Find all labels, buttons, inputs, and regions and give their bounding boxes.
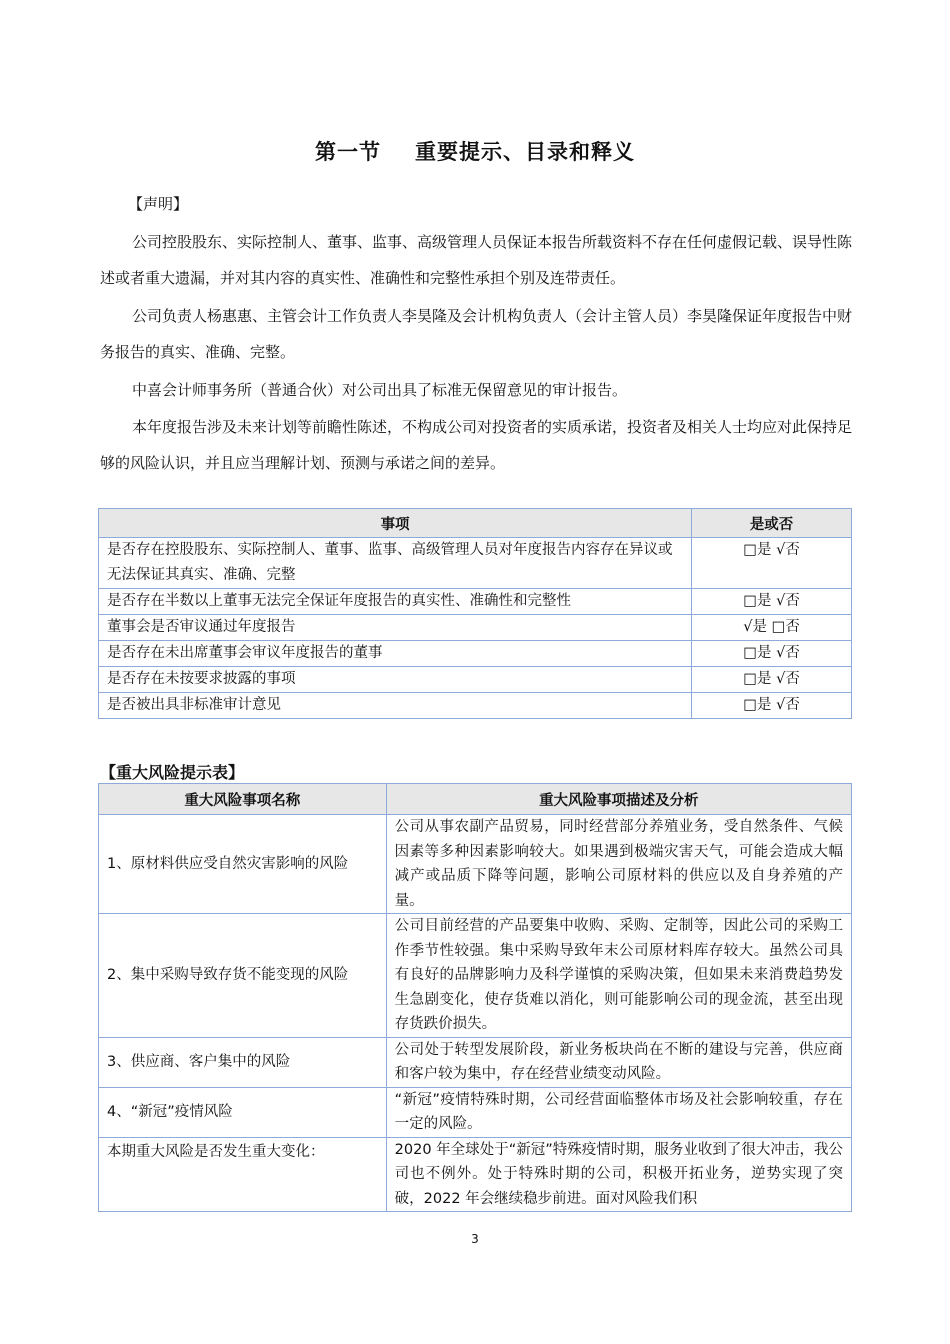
confirmation-table: [98, 508, 852, 719]
risk-description: “新冠”疫情特殊时期，公司经营面临整体市场及社会影响较重，存在一定的风险。: [386, 1087, 851, 1137]
table-row: [99, 1037, 852, 1087]
declaration-paragraph: 公司控股股东、实际控制人、董事、监事、高级管理人员保证本报告所载资料不存在任何虚假记载、误导性陈述或者重大遗漏，并对其内容的真实性、准确性和完整性承担个别及连带责任。: [100, 233, 853, 287]
declaration-heading: 【声明】: [128, 195, 189, 213]
table-row: [99, 693, 852, 719]
confirm-item: 是否存在控股股东、实际控制人、董事、监事、高级管理人员对年度报告内容存在异议或无法保证其真实、准确、完整: [99, 538, 692, 589]
confirm-answer: □是 √否: [692, 693, 852, 719]
table-row: [99, 538, 852, 589]
page-number: 3: [471, 1232, 479, 1246]
confirm-answer: □是 √否: [692, 667, 852, 693]
risk-change-answer: 2020 年全球处于“新冠”特殊疫情时期，服务业收到了很大冲击，我公司也不例外。处于特殊时期的公司，积极开拓业务，逆势实现了突破，2022 年会继续稳步前进。面对风险我们积: [386, 1137, 851, 1212]
section-heading: [0, 136, 950, 166]
declaration-paragraph: 中喜会计师事务所（普通合伙）对公司出具了标准无保留意见的审计报告。: [132, 381, 628, 399]
column-header-answer: 是或否: [692, 509, 852, 538]
declaration-paragraph: 本年度报告涉及未来计划等前瞻性陈述，不构成公司对投资者的实质承诺，投资者及相关人士均应对此保持足够的风险认识，并且应当理解计划、预测与承诺之间的差异。: [100, 418, 853, 472]
risk-change-question: 本期重大风险是否发生重大变化：: [99, 1137, 387, 1212]
table-row: [99, 815, 852, 914]
declaration-paragraph: 公司负责人杨惠惠、主管会计工作负责人李昊隆及会计机构负责人（会计主管人员）李昊隆保证年度报告中财务报告的真实、准确、完整。: [100, 307, 853, 361]
confirm-answer: □是 √否: [692, 641, 852, 667]
confirm-answer: □是 √否: [692, 589, 852, 615]
table-header-row: [99, 509, 852, 538]
risk-name: 1、原材料供应受自然灾害影响的风险: [99, 815, 387, 914]
confirm-answer: □是 √否: [692, 538, 852, 589]
risk-table: [98, 783, 852, 1212]
risk-name: 3、供应商、客户集中的风险: [99, 1037, 387, 1087]
risk-name: 4、“新冠”疫情风险: [99, 1087, 387, 1137]
column-header-item: 事项: [99, 509, 692, 538]
risk-name: 2、集中采购导致存货不能变现的风险: [99, 914, 387, 1038]
table-row: [99, 1087, 852, 1137]
confirm-item: 是否存在半数以上董事无法完全保证年度报告的真实性、准确性和完整性: [99, 589, 692, 615]
table-row: [99, 589, 852, 615]
risk-description: 公司目前经营的产品要集中收购、采购、定制等，因此公司的采购工作季节性较强。集中采购导致年末公司原材料库存较大。虽然公司具有良好的品牌影响力及科学谨慎的采购决策，但如果未来消费趋势发生急剧变化，使存货难以消化，则可能影响公司的现金流，甚至出现存货跌价损失。: [386, 914, 851, 1038]
table-row: [99, 615, 852, 641]
table-row: [99, 667, 852, 693]
confirm-item: 是否被出具非标准审计意见: [99, 693, 692, 719]
risk-description: 公司从事农副产品贸易，同时经营部分养殖业务，受自然条件、气候因素等多种因素影响较大。如果遇到极端灾害天气，可能会造成大幅减产或品质下降等问题，影响公司原材料的供应以及自身养殖的产量。: [386, 815, 851, 914]
section-label: 第一节: [315, 140, 381, 164]
column-header-risk-desc: 重大风险事项描述及分析: [386, 784, 851, 815]
table-row: [99, 641, 852, 667]
column-header-risk-name: 重大风险事项名称: [99, 784, 387, 815]
table-row: [99, 914, 852, 1038]
confirm-item: 是否存在未按要求披露的事项: [99, 667, 692, 693]
table-header-row: [99, 784, 852, 815]
confirm-answer: √是 □否: [692, 615, 852, 641]
risk-description: 公司处于转型发展阶段，新业务板块尚在不断的建设与完善，供应商和客户较为集中，存在经营业绩变动风险。: [386, 1037, 851, 1087]
confirm-item: 董事会是否审议通过年度报告: [99, 615, 692, 641]
confirm-item: 是否存在未出席董事会审议年度报告的董事: [99, 641, 692, 667]
section-title: 重要提示、目录和释义: [415, 140, 635, 164]
table-row: [99, 1137, 852, 1212]
risk-table-title: 【重大风险提示表】: [100, 763, 245, 782]
